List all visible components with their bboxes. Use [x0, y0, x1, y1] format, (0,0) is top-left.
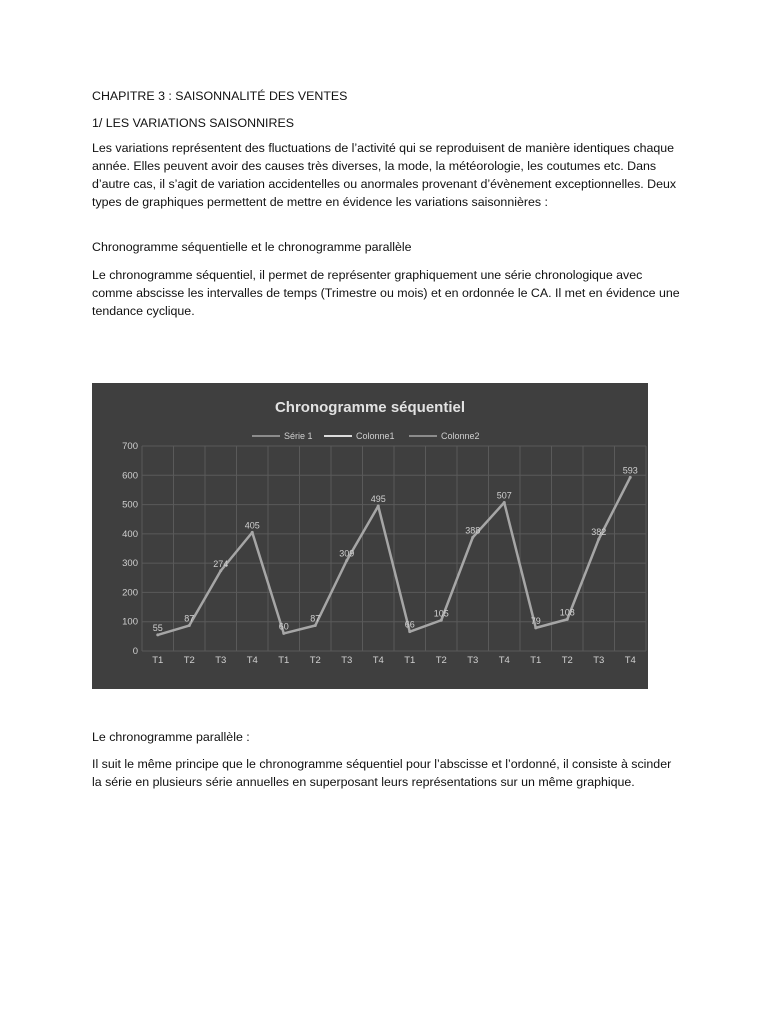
- data-point: [188, 624, 191, 627]
- y-tick-label: 600: [122, 470, 138, 482]
- data-point: [282, 632, 285, 635]
- subheading-sequential-parallel: Chronogramme séquentielle et le chronogramme parallèle: [92, 240, 412, 254]
- data-label: 60: [278, 621, 289, 632]
- data-point: [251, 531, 254, 534]
- chart-title: Chronogramme séquentiel: [274, 399, 466, 416]
- x-tick-label: T2: [183, 655, 195, 666]
- chapter-title: CHAPITRE 3 : SAISONNALITÉ DES VENTES: [92, 89, 348, 103]
- data-label: 87: [184, 613, 195, 624]
- data-point: [534, 626, 537, 629]
- data-point: [566, 618, 569, 621]
- x-tick-label: T3: [593, 655, 605, 666]
- y-tick-label: 500: [122, 499, 138, 511]
- data-point: [503, 501, 506, 504]
- y-tick-label: 400: [122, 528, 138, 540]
- intro-paragraph: Les variations représentent des fluctuations de l’activité qui se reproduisent de manière identiques chaque année. Elles peuvent avoir des causes très diverses, la mode, la météorologie, les coutumes etc. Dans d’autre cas, il s’agit de variation accidentelles ou anormales provenant d’évènement exceptionnelles. Deux types de graphiques permettent de mettre en évidence les variations saisonnières :: [92, 141, 677, 209]
- data-point: [471, 536, 474, 539]
- data-label: 309: [339, 548, 355, 559]
- section-title: 1/ LES VARIATIONS SAISONNIRES: [92, 116, 294, 130]
- y-tick-label: 700: [122, 441, 138, 452]
- y-tick-label: 100: [122, 616, 138, 628]
- x-tick-label: T4: [372, 655, 384, 666]
- data-point: [314, 624, 317, 627]
- data-label: 507: [496, 490, 512, 501]
- parallel-paragraph: Il suit le même principe que le chronogramme séquentiel pour l’abscisse et l’ordonné, il consiste à scinder la série en plusieurs série annuelles en superposant leurs représentations sur un même graphique.: [92, 757, 672, 789]
- data-label: 105: [433, 608, 449, 619]
- chart-container: [92, 383, 648, 689]
- data-label: 405: [244, 520, 260, 531]
- data-label: 495: [370, 494, 386, 505]
- data-label: 87: [310, 613, 321, 624]
- x-tick-label: T2: [309, 655, 321, 666]
- sequential-paragraph: Le chronogramme séquentiel, il permet de représenter graphiquement une série chronologique avec comme abscisse les intervalles de temps (Trimestre ou mois) et en ordonnée le CA. Il met en évidence une tendance cyclique.: [92, 268, 680, 318]
- x-tick-label: T1: [530, 655, 542, 666]
- x-tick-label: T2: [561, 655, 573, 666]
- x-tick-label: T1: [404, 655, 416, 666]
- data-point: [440, 619, 443, 622]
- data-label: 388: [465, 525, 481, 536]
- x-tick-label: T4: [624, 655, 636, 666]
- legend-label-1: Série 1: [284, 431, 313, 441]
- data-point: [377, 505, 380, 508]
- y-tick-label: 200: [122, 587, 138, 599]
- data-label: 55: [152, 622, 163, 633]
- x-tick-label: T2: [435, 655, 447, 666]
- y-tick-label: 300: [122, 558, 138, 570]
- legend-label-2: Colonne1: [356, 431, 395, 441]
- x-tick-label: T4: [246, 655, 258, 666]
- data-label: 593: [622, 465, 638, 476]
- data-point: [219, 569, 222, 572]
- data-label: 108: [559, 607, 575, 618]
- data-label: 274: [213, 558, 229, 569]
- x-tick-label: T1: [152, 655, 164, 666]
- legend-label-3: Colonne2: [441, 431, 480, 441]
- x-tick-label: T4: [498, 655, 510, 666]
- data-point: [345, 559, 348, 562]
- y-tick-label: 0: [132, 646, 138, 657]
- x-tick-label: T1: [278, 655, 290, 666]
- data-point: [597, 538, 600, 541]
- x-tick-label: T3: [341, 655, 353, 666]
- data-point: [408, 630, 411, 633]
- line-chart: [92, 383, 648, 689]
- data-label: 66: [404, 619, 415, 630]
- data-label: 79: [530, 615, 541, 626]
- x-tick-label: T3: [467, 655, 479, 666]
- data-point: [629, 476, 632, 479]
- x-tick-label: T3: [215, 655, 227, 666]
- data-point: [156, 633, 159, 636]
- data-label: 382: [591, 527, 607, 538]
- subheading-parallel: Le chronogramme parallèle :: [92, 730, 250, 744]
